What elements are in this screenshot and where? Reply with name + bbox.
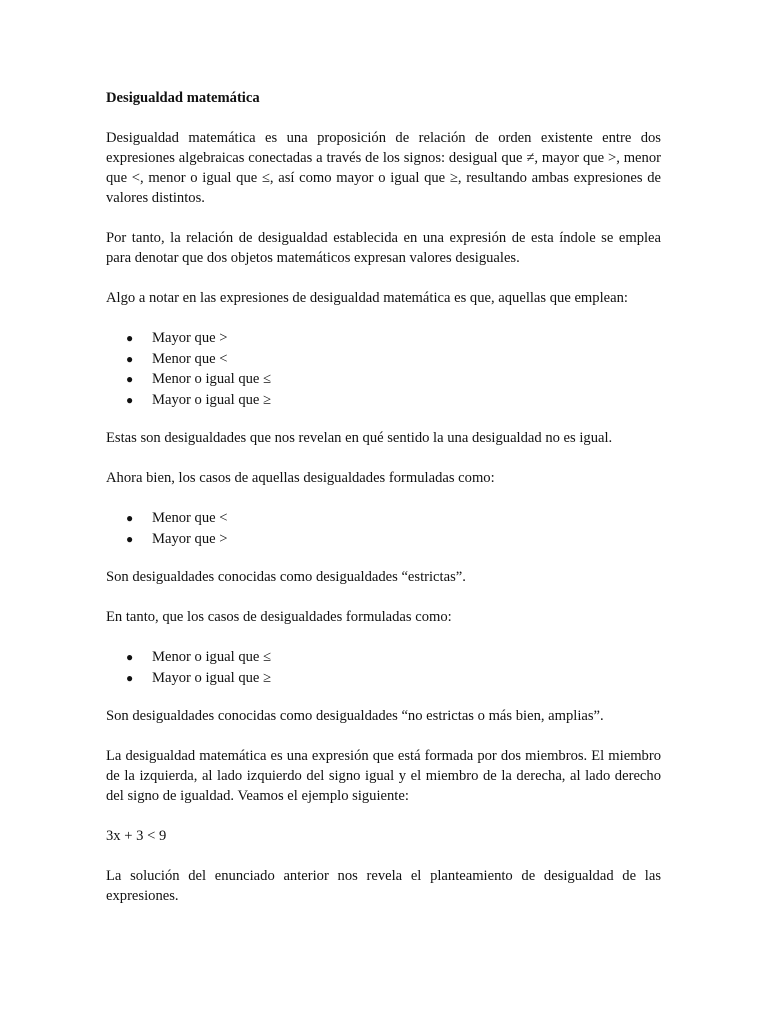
bullet-icon: ● xyxy=(126,372,134,386)
paragraph-nonstrict: Son desigualdades conocidas como desigualdades “no estrictas o más bien, amplias”. xyxy=(106,708,604,724)
list-item: ● Mayor o igual que ≥ xyxy=(106,390,661,411)
paragraph-strict-intro: Ahora bien, los casos de aquellas desigualdades formuladas como: xyxy=(106,470,495,486)
paragraph-purpose: Por tanto, la relación de desigualdad establecida en una expresión de esta índole se emplea para denotar que dos objetos matemáticos expresan valores desiguales. xyxy=(106,230,661,266)
list-item: ● Mayor que > xyxy=(106,328,661,349)
paragraph-definition: Desigualdad matemática es una proposición de relación de orden existente entre dos expresiones algebraicas conectadas a través de los signos: desigual que ≠, mayor que >, menor que <, menor o igual que ≤, así como mayor o igual que ≥, resultando ambas expresiones de valores distintos. xyxy=(106,130,661,206)
paragraph-solution: La solución del enunciado anterior nos revela el planteamiento de desigualdad de las expresiones. xyxy=(106,868,661,904)
paragraph-members: La desigualdad matemática es una expresión que está formada por dos miembros. El miembro de la izquierda, al lado izquierdo del signo igual y el miembro de la derecha, al lado derecho del signo de igualdad. Veamos el ejemplo siguiente: xyxy=(106,748,661,804)
list-item: ● Menor o igual que ≤ xyxy=(106,369,661,390)
bullet-icon: ● xyxy=(126,511,134,525)
bullet-icon: ● xyxy=(126,392,134,407)
paragraph-meaning: Estas son desigualdades que nos revelan en qué sentido la una desigualdad no es igual. xyxy=(106,430,613,446)
list-item: ● Menor o igual que ≤ xyxy=(106,647,661,668)
list-item: ● Menor que < xyxy=(106,508,661,529)
paragraph-nonstrict-intro: En tanto, que los casos de desigualdades formuladas como: xyxy=(106,609,452,625)
bullet-icon: ● xyxy=(126,331,134,345)
list-strict xyxy=(106,508,661,549)
list-item: ● Mayor o igual que ≥ xyxy=(106,668,661,689)
example-inequality: 3x + 3 < 9 xyxy=(106,828,167,844)
bullet-icon: ● xyxy=(126,531,134,546)
list-nonstrict xyxy=(106,647,661,688)
bullet-icon: ● xyxy=(126,650,134,664)
list-item: ● Mayor que > xyxy=(106,529,661,550)
list-item: ● Menor que < xyxy=(106,349,661,370)
list-signs xyxy=(106,328,661,410)
bullet-icon: ● xyxy=(126,670,134,685)
document-page xyxy=(106,88,661,926)
document-title: Desigualdad matemática xyxy=(106,90,260,106)
paragraph-strict: Son desigualdades conocidas como desigualdades “estrictas”. xyxy=(106,569,466,585)
bullet-icon: ● xyxy=(126,351,134,366)
paragraph-note: Algo a notar en las expresiones de desigualdad matemática es que, aquellas que emplean: xyxy=(106,290,628,306)
